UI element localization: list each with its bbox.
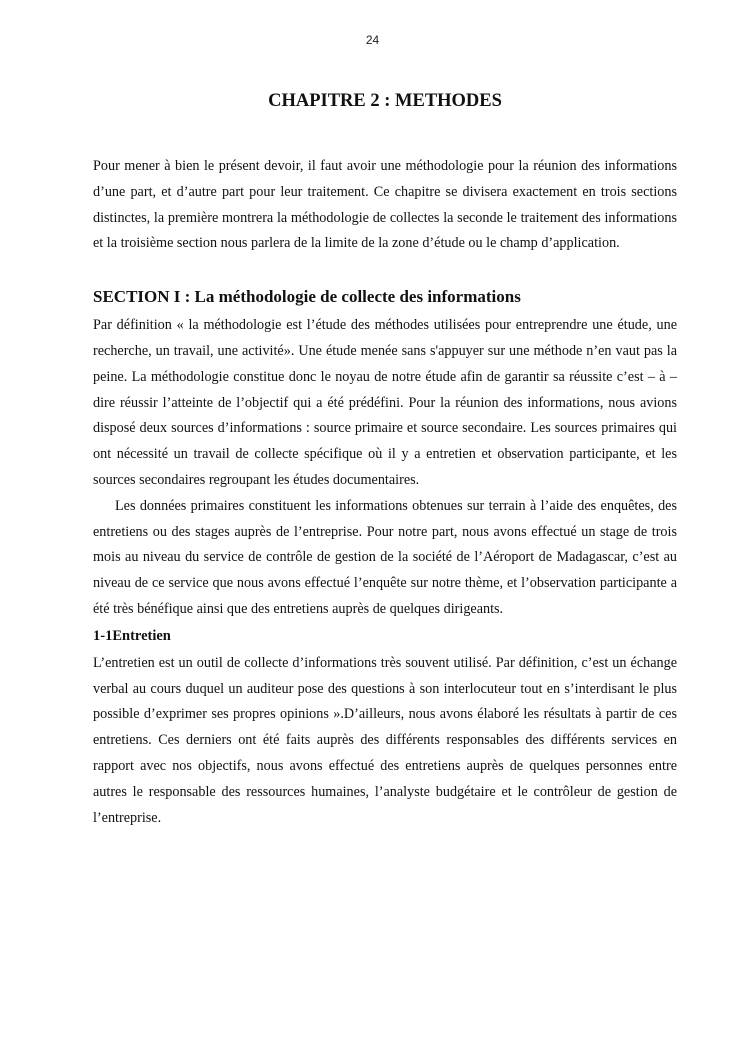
section-paragraph-primary-data: Les données primaires constituent les informations obtenues sur terrain à l’aide des enquêtes, des entretiens ou des stages auprès de l’entreprise. Pour notre part, nous avons effectué un stage de trois mois au niveau du service de contrôle de gestion de la société de l’Aéroport de Madagascar, c’est au niveau de ce service que nous avons effectué l’enquête sur notre thème, et l’observation participante a été très bénéfique ainsi que des entretiens auprès de quelques dirigeants. bbox=[93, 497, 677, 617]
subsection-paragraph-interview: L’entretien est un outil de collecte d’informations très souvent utilisé. Par définition, c’est un échange verbal au cours duquel un auditeur pose des questions à son interlocuteur tout en s’interdisant le plus possible d’exprimer ses propres opinions ».D’ailleurs, nous avons élaboré les résultats à partir de ces entretiens. Ces derniers ont été faits auprès des différents responsables des différents services en rapport avec nos objectifs, nous avons effectué des entretiens auprès de quelques personnes entre autres le responsable des ressources humaines, l’analyste budgétaire et le contrôleur de gestion de l’entreprise. bbox=[93, 654, 677, 826]
section-title: SECTION I : La méthodologie de collecte des informations bbox=[93, 287, 521, 307]
document-body bbox=[93, 154, 677, 831]
chapter-title: CHAPITRE 2 : METHODES bbox=[268, 91, 502, 111]
intro-paragraph: Pour mener à bien le présent devoir, il faut avoir une méthodologie pour la réunion des informations d’une part, et d’autre part pour leur traitement. Ce chapitre se divisera exactement en trois sections distinctes, la première montrera la méthodologie de collectes la seconde le traitement des informations et la troisième section nous parlera de la limite de la zone d’étude ou le champ d’application. bbox=[93, 158, 677, 252]
section-paragraph-methodology: Par définition « la méthodologie est l’étude des méthodes utilisées pour entreprendre une étude, une recherche, un travail, une activité». Une étude menée sans s'appuyer sur une méthode n’en vaut pas la peine. La méthodologie constitue donc le noyau de notre étude afin de garantir sa réussite c’est – à – dire réussir l’atteinte de l’objectif qui a été prédéfini. Pour la réunion des informations, nous avions disposé deux sources d’informations : source primaire et source secondaire. Les sources primaires qui ont nécessité un travail de collecte spécifique où il y a entretien et observation participante, et les sources secondaires regroupant les études documentaires. bbox=[93, 317, 677, 488]
page-number: 24 bbox=[365, 33, 380, 47]
subsection-title: 1-1Entretien bbox=[93, 627, 171, 644]
